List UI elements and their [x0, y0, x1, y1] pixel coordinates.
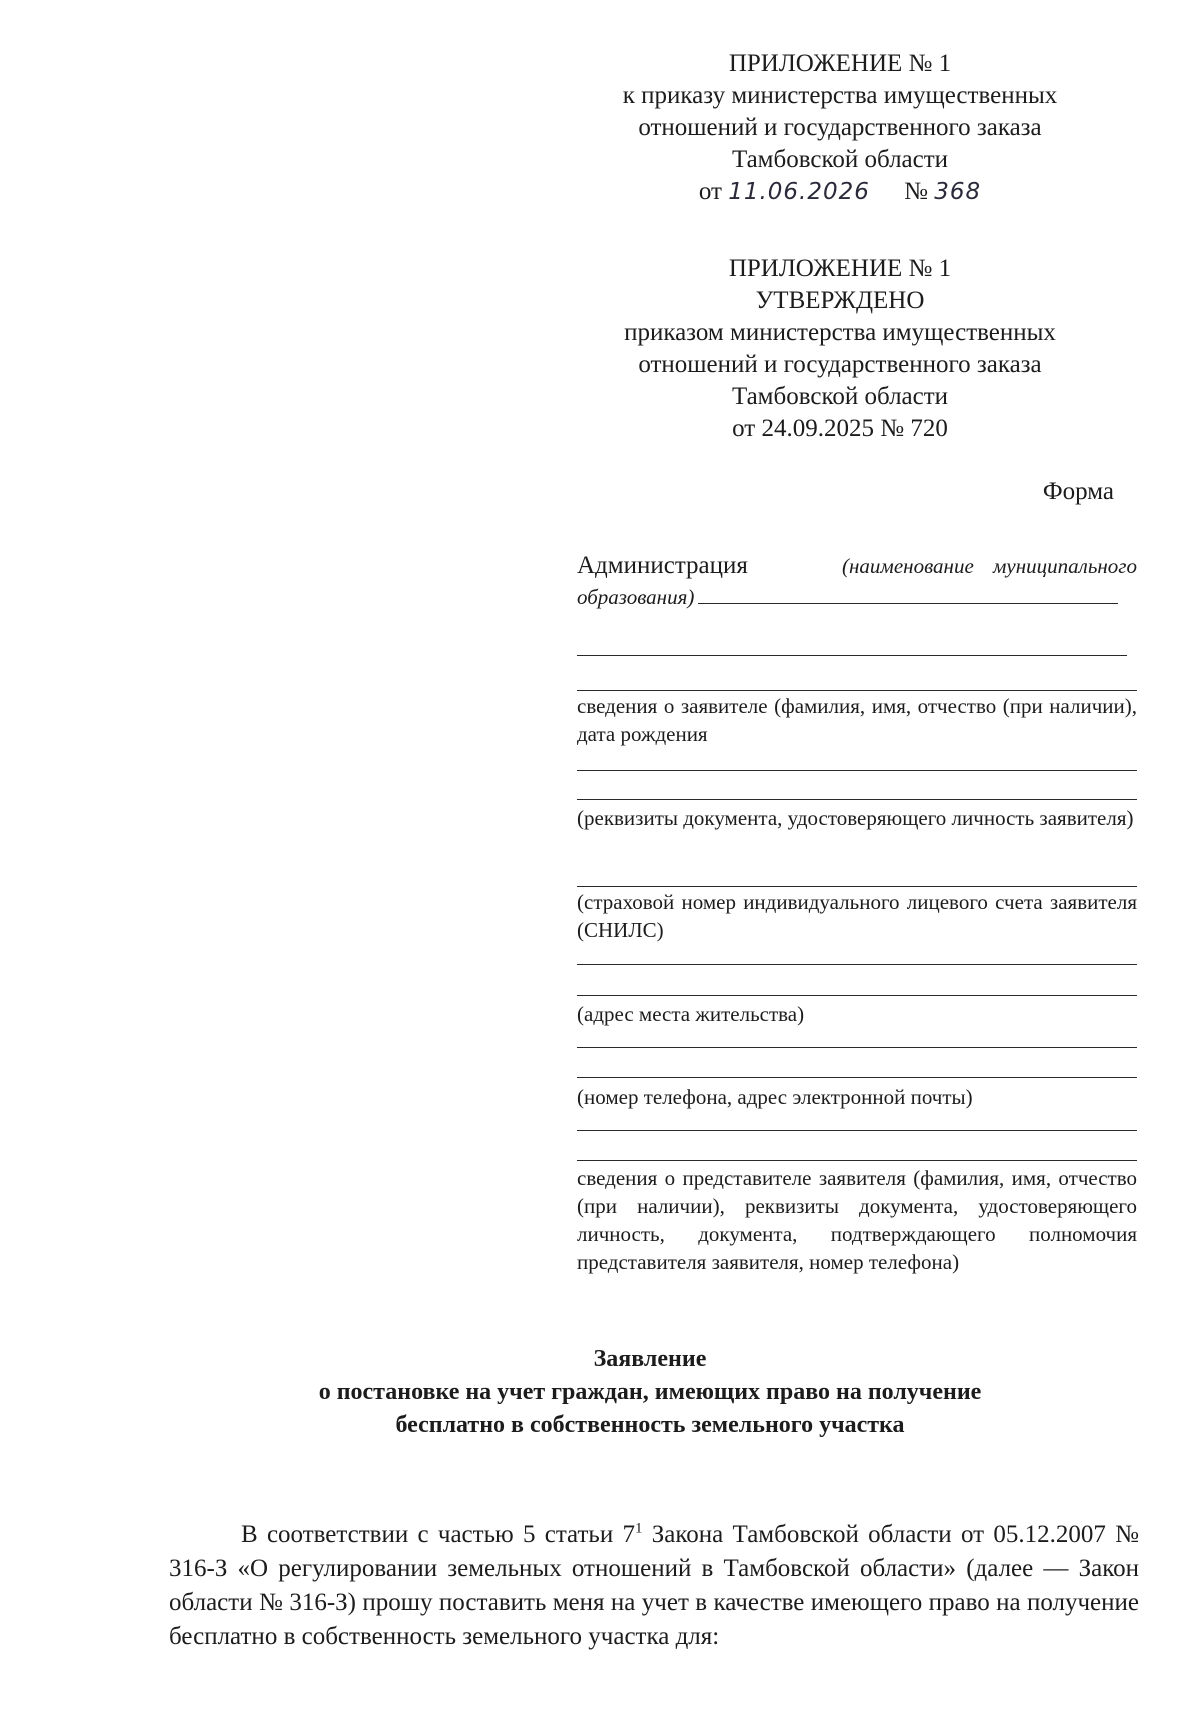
form-blank-line[interactable]	[577, 886, 1137, 887]
form-blank-line[interactable]	[577, 1077, 1137, 1078]
order-date-number-line: от 24.09.2025 № 720	[732, 415, 948, 442]
handwritten-date: 11.06.2026	[728, 179, 870, 205]
order-reference-line: Тамбовской области	[731, 146, 949, 173]
contacts-caption: (номер телефона, адрес электронной почты)	[577, 1085, 973, 1109]
superscript: 1	[635, 1520, 643, 1537]
number-prefix: №	[904, 178, 928, 205]
representative-caption: сведения о представителе заявителя (фамилия, имя, отчество (при наличии), реквизиты документа, удостоверяющего личность, документа, подтверждающего полномочия представителя заявителя, номер телефона)	[577, 1166, 1137, 1274]
applicant-info-caption: сведения о заявителе (фамилия, имя, отчество (при наличии), дата рождения	[577, 694, 1137, 746]
administration-word: Администрация	[577, 552, 748, 579]
form-blank-line[interactable]	[577, 1130, 1137, 1131]
title-line: о постановке на учет граждан, имеющих право на получение	[318, 1379, 982, 1405]
order-date-number-line	[560, 176, 1120, 208]
municipality-hint-end: образования)	[577, 585, 695, 609]
form-blank-line[interactable]	[577, 655, 1137, 656]
approved-stamp-text: УТВЕРЖДЕНО	[755, 287, 925, 314]
appendix-header-approved	[560, 253, 1120, 445]
municipality-hint: (наименование муниципального	[842, 554, 1137, 578]
address-caption: (адрес места жительства)	[577, 1002, 805, 1026]
order-reference-line: приказом министерства имущественных	[624, 319, 1056, 346]
order-reference-line: отношений и государственного заказа	[638, 351, 1042, 378]
order-reference-line: Тамбовской области	[731, 383, 949, 410]
date-prefix: от	[698, 178, 722, 205]
title-line: бесплатно в собственность земельного участка	[395, 1412, 905, 1438]
handwritten-number: 368	[934, 179, 982, 205]
form-blank-line[interactable]	[577, 995, 1137, 996]
form-label: Форма	[1042, 478, 1114, 505]
form-blank-line[interactable]	[577, 690, 1137, 691]
id-document-caption: (реквизиты документа, удостоверяющего личность заявителя)	[577, 806, 1134, 830]
application-body-paragraph	[169, 1518, 1139, 1654]
appendix-title: ПРИЛОЖЕНИЕ № 1	[728, 50, 952, 77]
snils-caption: (страховой номер индивидуального лицевого счета заявителя (СНИЛС)	[577, 890, 1137, 942]
title-line: Заявление	[593, 1346, 707, 1372]
form-blank-line[interactable]	[577, 1160, 1137, 1161]
form-blank-line[interactable]	[577, 799, 1137, 800]
appendix-title: ПРИЛОЖЕНИЕ № 1	[728, 255, 952, 282]
municipality-blank-line[interactable]	[698, 603, 1118, 604]
form-blank-line[interactable]	[577, 770, 1137, 771]
body-text-part: В соответствии с частью 5 статьи 7	[241, 1521, 635, 1548]
order-reference-line: отношений и государственного заказа	[638, 114, 1042, 141]
addressee-block	[577, 550, 1137, 612]
appendix-header-current	[560, 48, 1120, 208]
form-blank-line[interactable]	[577, 1047, 1137, 1048]
form-blank-line[interactable]	[577, 964, 1137, 965]
order-reference-line: к приказу министерства имущественных	[622, 82, 1058, 109]
application-title	[100, 1343, 1200, 1442]
body-text-part: Закона Тамбовской области от 05.12.2007 № 316-З «О регулировании земельных отношений в Тамбовской области» (далее — Закон области № 316-З) прошу поставить меня на учет в качестве имеющего право на получение бесплатно в собственность земельного участка для:	[169, 1521, 1139, 1650]
